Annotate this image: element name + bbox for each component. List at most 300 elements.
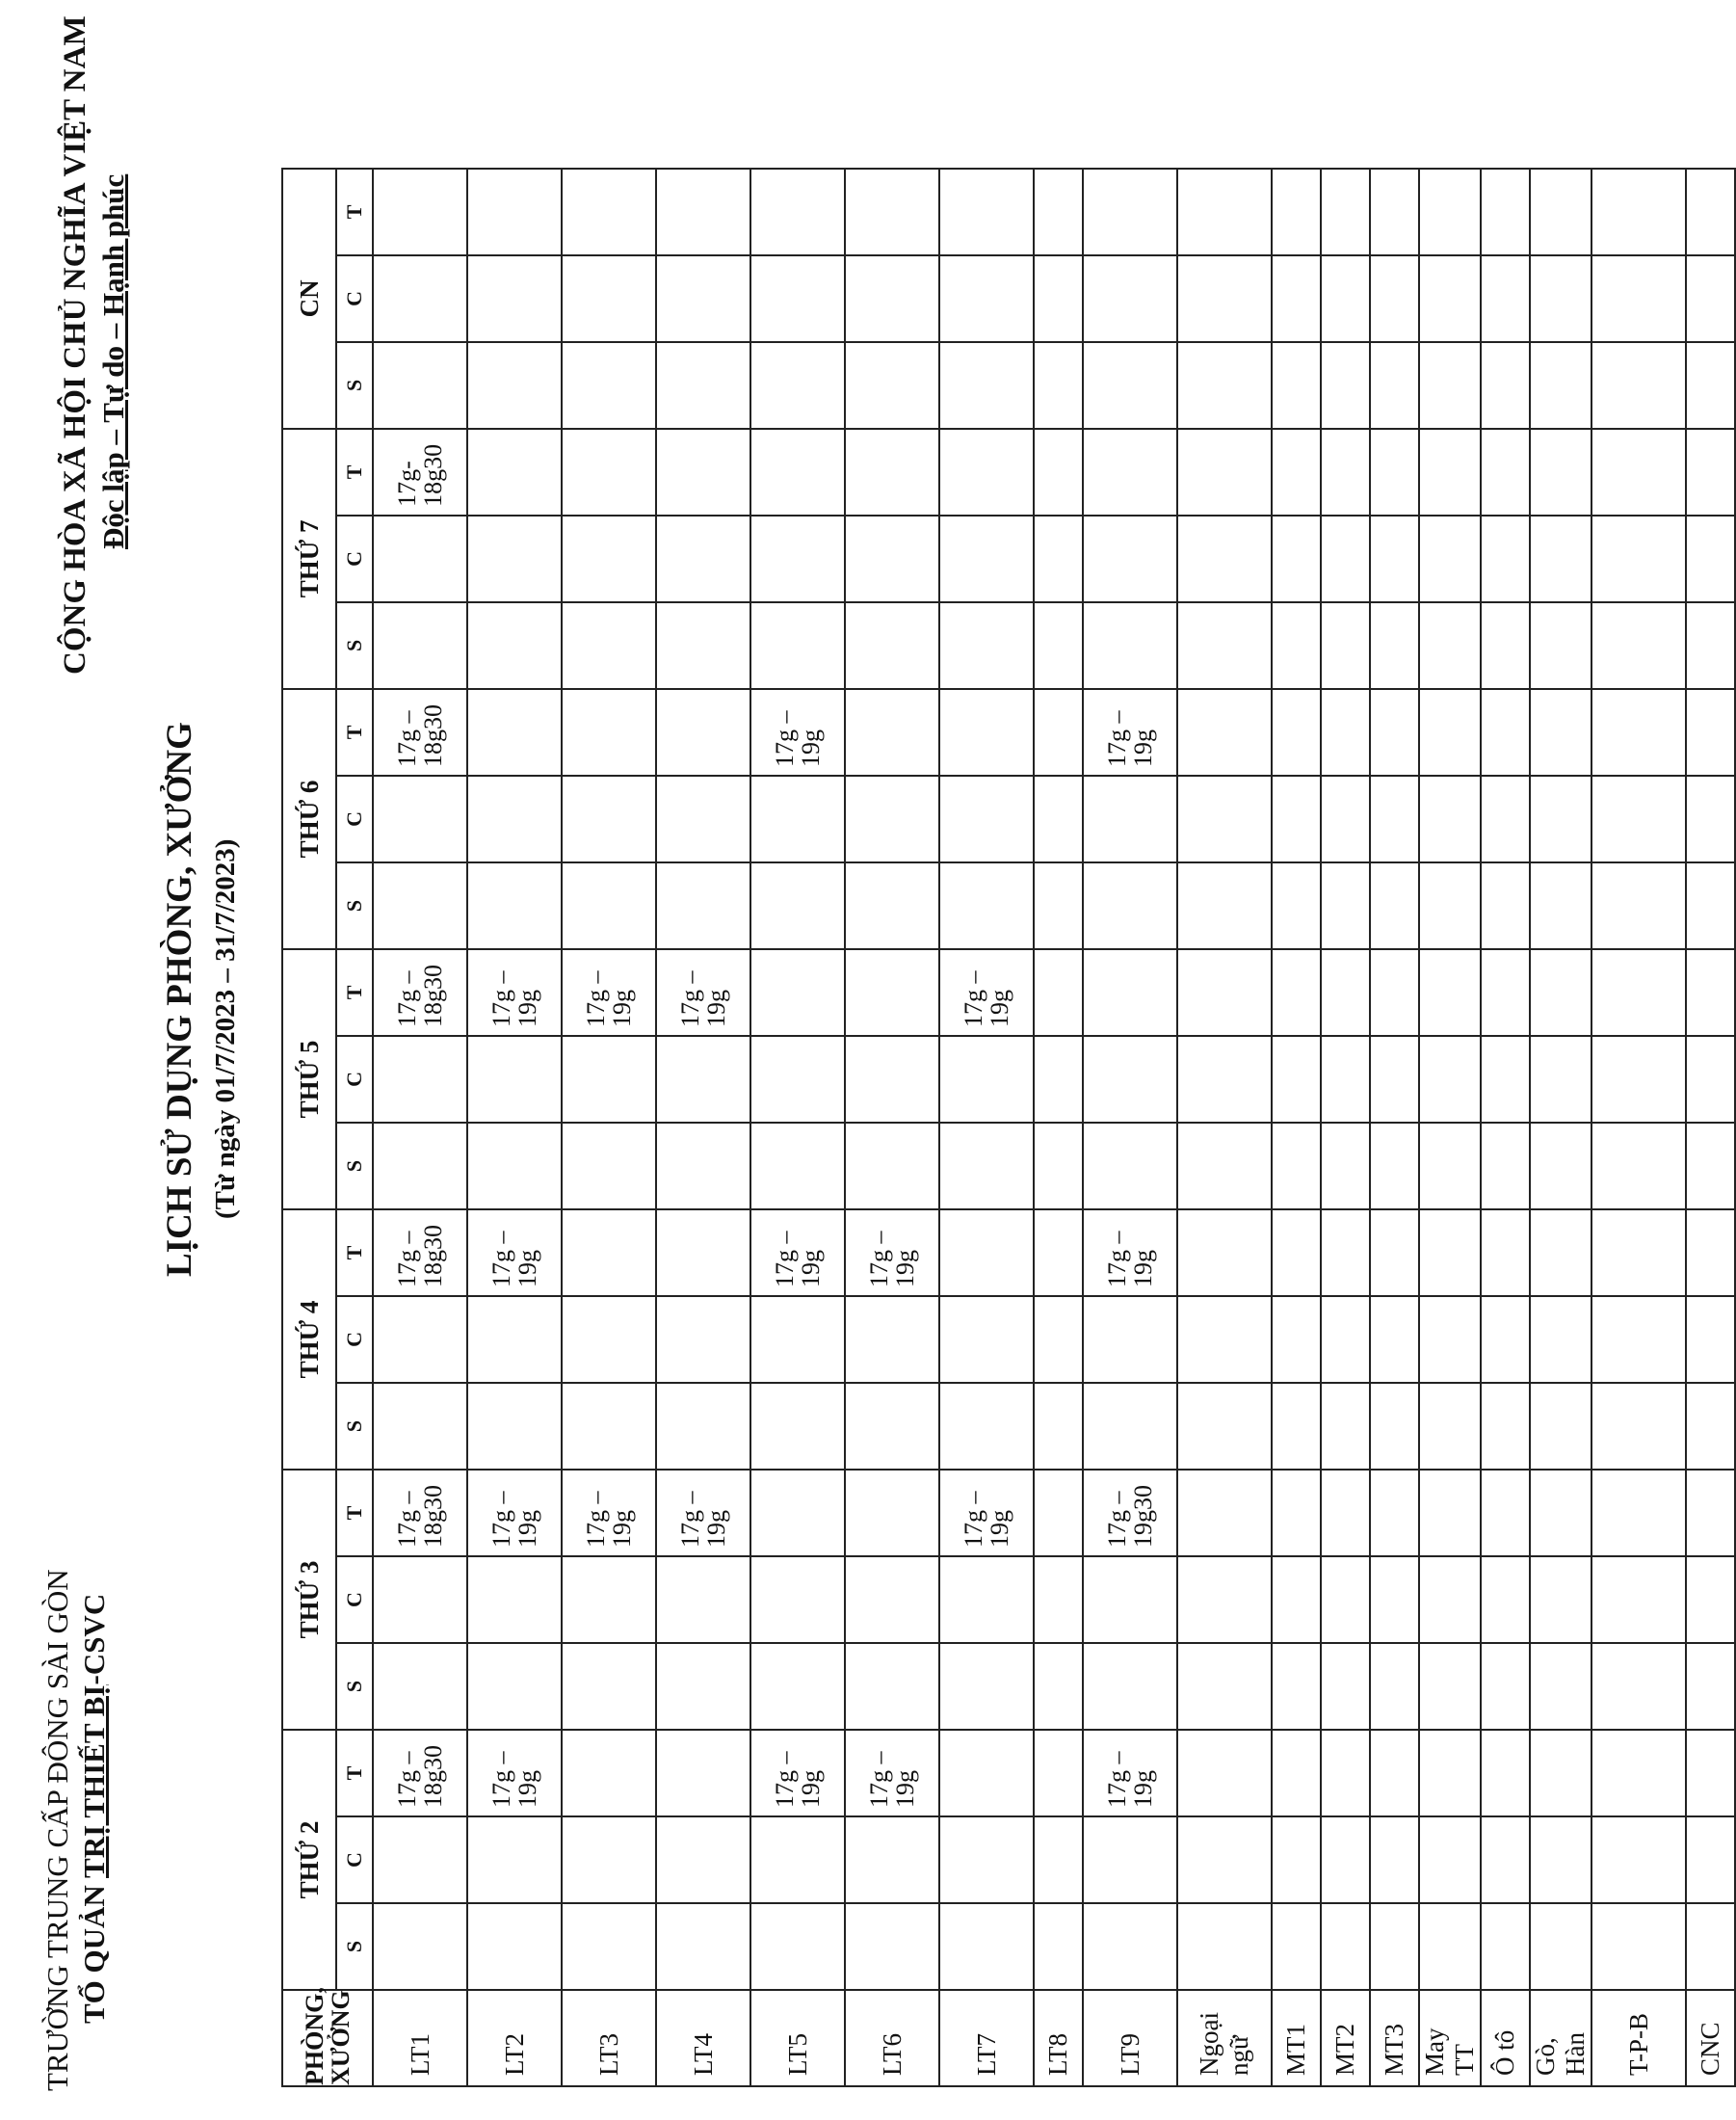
schedule-cell — [1591, 1643, 1686, 1730]
schedule-cell: 17g – 19g — [562, 1470, 656, 1556]
schedule-cell — [562, 1730, 656, 1816]
room-name: MT2 — [1321, 1990, 1370, 2086]
table-row — [562, 169, 656, 2086]
shift-header: T — [336, 689, 373, 776]
shift-header: S — [336, 602, 373, 689]
shift-header: T — [336, 949, 373, 1036]
room-name: Ô tô — [1481, 1990, 1530, 2086]
schedule-cell: 17g – 18g30 — [373, 1470, 467, 1556]
schedule-cell: 17g – 18g30 — [373, 1209, 467, 1296]
school-name: TRƯỜNG TRUNG CẤP ĐÔNG SÀI GÒN — [40, 1569, 74, 2091]
schedule-cell — [1591, 1556, 1686, 1643]
schedule-cell — [1083, 1036, 1177, 1123]
schedule-cell — [1591, 1903, 1686, 1990]
schedule-cell — [1419, 169, 1481, 255]
schedule-cell — [562, 1296, 656, 1383]
schedule-cell — [1034, 1036, 1083, 1123]
schedule-cell — [1591, 342, 1686, 429]
schedule-cell: 17g – 19g — [845, 1730, 939, 1816]
schedule-cell — [1370, 1556, 1419, 1643]
schedule-cell — [1481, 1903, 1530, 1990]
schedule-cell — [1686, 1383, 1735, 1470]
schedule-cell — [1530, 602, 1591, 689]
table-row — [1034, 169, 1083, 2086]
schedule-cell — [1419, 1383, 1481, 1470]
schedule-cell — [845, 1123, 939, 1209]
schedule-cell — [656, 516, 750, 602]
schedule-cell — [562, 689, 656, 776]
schedule-cell — [1370, 1903, 1419, 1990]
schedule-cell — [1272, 1036, 1321, 1123]
schedule-cell — [656, 1383, 750, 1470]
schedule-cell — [1686, 602, 1735, 689]
schedule-cell — [1481, 342, 1530, 429]
schedule-cell — [562, 602, 656, 689]
schedule-cell — [939, 1643, 1034, 1730]
schedule-cell — [1083, 1383, 1177, 1470]
schedule-cell — [1083, 1816, 1177, 1903]
table-row — [1686, 169, 1735, 2086]
schedule-cell: 17g – 19g — [1083, 1730, 1177, 1816]
schedule-cell — [845, 949, 939, 1036]
room-name: Ngoại ngữ — [1177, 1990, 1272, 2086]
schedule-cell — [1272, 1903, 1321, 1990]
schedule-cell — [750, 516, 845, 602]
schedule-cell — [562, 255, 656, 342]
schedule-cell — [1419, 602, 1481, 689]
schedule-cell — [1686, 1123, 1735, 1209]
schedule-cell — [1177, 1123, 1272, 1209]
schedule-cell — [1481, 1556, 1530, 1643]
schedule-cell — [1530, 1383, 1591, 1470]
schedule-cell — [562, 1903, 656, 1990]
schedule-cell — [1177, 776, 1272, 862]
department-suffix: -CSVC — [77, 1593, 111, 1685]
schedule-cell — [1321, 1556, 1370, 1643]
table-row — [1370, 169, 1419, 2086]
schedule-cell: 17g – 19g — [750, 1209, 845, 1296]
schedule-cell — [1419, 1903, 1481, 1990]
department-name — [77, 1594, 112, 2024]
schedule-cell — [1530, 689, 1591, 776]
schedule-cell — [1530, 1556, 1591, 1643]
schedule-cell: 17g – 19g — [1083, 1209, 1177, 1296]
schedule-cell — [1370, 255, 1419, 342]
schedule-cell — [1370, 602, 1419, 689]
department-prefix: TỔ QUẢN — [77, 1877, 111, 2024]
schedule-cell — [1419, 1296, 1481, 1383]
schedule-cell — [1177, 689, 1272, 776]
schedule-cell — [1321, 1209, 1370, 1296]
schedule-cell — [1370, 1123, 1419, 1209]
schedule-cell — [1321, 776, 1370, 862]
schedule-cell — [1686, 1816, 1735, 1903]
schedule-cell — [656, 1209, 750, 1296]
schedule-cell — [1321, 1903, 1370, 1990]
schedule-cell — [1591, 255, 1686, 342]
schedule-cell — [939, 1209, 1034, 1296]
schedule-cell — [1034, 1556, 1083, 1643]
schedule-cell — [1177, 1470, 1272, 1556]
shift-header: S — [336, 1383, 373, 1470]
schedule-cell — [1034, 1296, 1083, 1383]
schedule-cell — [1530, 1296, 1591, 1383]
schedule-cell — [656, 1556, 750, 1643]
schedule-cell — [1370, 1296, 1419, 1383]
schedule-cell — [1272, 949, 1321, 1036]
schedule-cell — [373, 255, 467, 342]
schedule-cell — [1177, 949, 1272, 1036]
document-subtitle: (Từ ngày 01/7/2023 – 31/7/2023) — [210, 838, 241, 1219]
document-title: LỊCH SỬ DỤNG PHÒNG, XƯỞNG — [160, 722, 199, 1277]
day-header: THỨ 3 — [282, 1470, 336, 1730]
schedule-cell — [939, 1730, 1034, 1816]
schedule-cell — [1370, 689, 1419, 776]
room-name: LT6 — [845, 1990, 939, 2086]
schedule-cell — [562, 1383, 656, 1470]
schedule-cell — [656, 689, 750, 776]
shift-header: C — [336, 1556, 373, 1643]
schedule-cell — [939, 689, 1034, 776]
schedule-cell — [750, 1903, 845, 1990]
schedule-cell — [562, 1556, 656, 1643]
schedule-cell — [562, 1036, 656, 1123]
schedule-cell — [467, 1296, 562, 1383]
schedule-cell — [1321, 689, 1370, 776]
schedule-cell — [845, 342, 939, 429]
schedule-cell — [1686, 1209, 1735, 1296]
schedule-cell — [1321, 516, 1370, 602]
schedule-cell — [1177, 1730, 1272, 1816]
schedule-cell — [656, 602, 750, 689]
schedule-cell — [1177, 169, 1272, 255]
schedule-cell — [1530, 1730, 1591, 1816]
schedule-cell — [373, 776, 467, 862]
schedule-cell — [1177, 1296, 1272, 1383]
shift-header: S — [336, 342, 373, 429]
room-name: May TT — [1419, 1990, 1481, 2086]
schedule-cell — [1083, 862, 1177, 949]
schedule-cell: 17g – 19g — [845, 1209, 939, 1296]
shift-header: T — [336, 1470, 373, 1556]
schedule-cell — [1481, 1296, 1530, 1383]
schedule-cell — [1419, 429, 1481, 516]
schedule-cell — [939, 1123, 1034, 1209]
schedule-cell — [1481, 516, 1530, 602]
schedule-cell — [1177, 1903, 1272, 1990]
schedule-cell — [750, 1383, 845, 1470]
schedule-cell — [750, 429, 845, 516]
room-name: CNC — [1686, 1990, 1735, 2086]
schedule-cell — [845, 862, 939, 949]
schedule-cell — [939, 516, 1034, 602]
schedule-cell — [1272, 1123, 1321, 1209]
schedule-cell: 17g – 18g30 — [373, 949, 467, 1036]
schedule-cell — [1591, 1383, 1686, 1470]
day-header: THỨ 5 — [282, 949, 336, 1209]
schedule-cell — [1686, 1296, 1735, 1383]
schedule-cell — [1591, 516, 1686, 602]
table-row — [1481, 169, 1530, 2086]
schedule-cell — [467, 689, 562, 776]
schedule-cell — [1321, 1383, 1370, 1470]
schedule-cell — [750, 1816, 845, 1903]
schedule-cell — [1034, 342, 1083, 429]
schedule-cell — [1083, 602, 1177, 689]
schedule-cell — [845, 1556, 939, 1643]
schedule-cell — [1370, 169, 1419, 255]
schedule-cell — [467, 776, 562, 862]
schedule-cell — [1321, 169, 1370, 255]
schedule-cell — [1034, 689, 1083, 776]
schedule-cell — [562, 429, 656, 516]
schedule-cell — [1530, 255, 1591, 342]
shift-header: T — [336, 1209, 373, 1296]
room-header-line-2: XƯỞNG — [327, 1990, 355, 2085]
schedule-cell — [656, 1036, 750, 1123]
schedule-cell — [1530, 1470, 1591, 1556]
schedule-cell — [1530, 1816, 1591, 1903]
schedule-cell — [1481, 169, 1530, 255]
schedule-cell — [1530, 516, 1591, 602]
schedule-cell — [1177, 342, 1272, 429]
shift-header: C — [336, 776, 373, 862]
schedule-cell — [1481, 1036, 1530, 1123]
shift-header: S — [336, 1903, 373, 1990]
schedule-cell — [750, 949, 845, 1036]
schedule-cell — [1321, 1816, 1370, 1903]
schedule-cell — [1591, 602, 1686, 689]
schedule-cell — [1481, 1730, 1530, 1816]
schedule-cell — [1686, 1470, 1735, 1556]
schedule-cell — [1272, 602, 1321, 689]
schedule-cell — [1370, 1209, 1419, 1296]
schedule-cell — [1686, 255, 1735, 342]
schedule-cell — [1272, 776, 1321, 862]
schedule-cell: 17g – 19g — [750, 689, 845, 776]
schedule-cell — [1272, 255, 1321, 342]
schedule-cell — [750, 1123, 845, 1209]
schedule-cell — [1530, 776, 1591, 862]
schedule-cell — [1370, 776, 1419, 862]
room-name: LT8 — [1034, 1990, 1083, 2086]
schedule-cell — [1321, 602, 1370, 689]
shift-header: S — [336, 862, 373, 949]
schedule-cell — [1481, 1123, 1530, 1209]
schedule-cell — [562, 1643, 656, 1730]
schedule-cell — [1419, 1036, 1481, 1123]
schedule-cell: 17g – 19g — [467, 1209, 562, 1296]
schedule-cell — [1083, 255, 1177, 342]
schedule-cell — [1321, 1643, 1370, 1730]
schedule-cell — [1177, 1816, 1272, 1903]
schedule-cell — [939, 1036, 1034, 1123]
schedule-cell — [1591, 1816, 1686, 1903]
schedule-cell — [939, 429, 1034, 516]
schedule-cell — [1481, 1643, 1530, 1730]
schedule-cell — [373, 1123, 467, 1209]
table-row — [1530, 169, 1591, 2086]
schedule-cell — [1370, 1470, 1419, 1556]
table-row — [1083, 169, 1177, 2086]
schedule-cell — [1419, 689, 1481, 776]
room-name: LT3 — [562, 1990, 656, 2086]
schedule-cell — [1321, 1036, 1370, 1123]
schedule-cell — [1591, 949, 1686, 1036]
schedule-cell — [1034, 602, 1083, 689]
department-underlined: TRỊ THIẾT BỊ — [77, 1684, 111, 1878]
schedule-cell — [1530, 429, 1591, 516]
schedule-cell — [1370, 342, 1419, 429]
room-name: LT9 — [1083, 1990, 1177, 2086]
schedule-cell — [467, 1123, 562, 1209]
schedule-cell — [939, 1383, 1034, 1470]
room-schedule-table — [281, 168, 1736, 2087]
schedule-cell — [373, 342, 467, 429]
schedule-cell — [562, 169, 656, 255]
room-name: Gò, Hàn — [1530, 1990, 1591, 2086]
schedule-cell — [1419, 862, 1481, 949]
schedule-cell: 17g – 19g — [562, 949, 656, 1036]
schedule-cell — [845, 169, 939, 255]
schedule-cell — [1419, 1556, 1481, 1643]
schedule-cell — [1419, 516, 1481, 602]
schedule-cell — [373, 169, 467, 255]
schedule-cell — [1481, 429, 1530, 516]
schedule-cell — [1530, 1036, 1591, 1123]
schedule-cell — [656, 169, 750, 255]
table-row — [750, 169, 845, 2086]
schedule-cell — [939, 1816, 1034, 1903]
shift-header: S — [336, 1123, 373, 1209]
schedule-cell — [1177, 429, 1272, 516]
schedule-cell — [750, 255, 845, 342]
schedule-cell — [1177, 602, 1272, 689]
room-column-header — [282, 1987, 373, 2086]
schedule-cell — [467, 1643, 562, 1730]
schedule-cell — [1530, 1209, 1591, 1296]
table-row — [1177, 169, 1272, 2086]
shift-header: T — [336, 1730, 373, 1816]
schedule-cell — [656, 776, 750, 862]
schedule-cell — [656, 1123, 750, 1209]
schedule-cell — [1370, 516, 1419, 602]
schedule-cell — [750, 1296, 845, 1383]
schedule-cell — [373, 1903, 467, 1990]
room-name: T-P-B — [1591, 1990, 1686, 2086]
schedule-cell — [1686, 1036, 1735, 1123]
schedule-cell — [1177, 1556, 1272, 1643]
shift-header: T — [336, 169, 373, 255]
shift-header: C — [336, 1816, 373, 1903]
schedule-cell — [750, 342, 845, 429]
table-row — [467, 169, 562, 2086]
schedule-cell — [1083, 776, 1177, 862]
schedule-cell — [656, 429, 750, 516]
schedule-cell — [373, 862, 467, 949]
day-header: THỨ 7 — [282, 429, 336, 689]
schedule-cell — [1530, 862, 1591, 949]
schedule-cell — [1591, 1296, 1686, 1383]
schedule-cell: 17g – 19g — [750, 1730, 845, 1816]
table-row — [1591, 169, 1686, 2086]
room-name: MT3 — [1370, 1990, 1419, 2086]
schedule-cell — [1370, 1036, 1419, 1123]
schedule-cell — [467, 169, 562, 255]
schedule-cell: 17g – 19g — [467, 1730, 562, 1816]
schedule-cell — [1272, 1470, 1321, 1556]
schedule-cell — [1272, 862, 1321, 949]
schedule-cell — [1083, 1296, 1177, 1383]
table-row — [845, 169, 939, 2086]
shift-header: C — [336, 516, 373, 602]
schedule-cell — [562, 1123, 656, 1209]
schedule-cell — [845, 1470, 939, 1556]
schedule-cell — [845, 516, 939, 602]
schedule-cell — [373, 1556, 467, 1643]
schedule-cell — [467, 862, 562, 949]
schedule-cell — [845, 776, 939, 862]
schedule-cell — [1321, 429, 1370, 516]
schedule-cell — [750, 602, 845, 689]
schedule-cell — [1272, 169, 1321, 255]
schedule-cell — [1083, 1556, 1177, 1643]
schedule-cell — [1481, 949, 1530, 1036]
schedule-cell: 17g – 19g — [1083, 689, 1177, 776]
schedule-cell — [656, 1816, 750, 1903]
room-name: LT7 — [939, 1990, 1034, 2086]
schedule-cell — [373, 1383, 467, 1470]
schedule-cell — [467, 516, 562, 602]
schedule-cell: 17g – 18g30 — [373, 1730, 467, 1816]
schedule-cell — [750, 169, 845, 255]
schedule-cell — [1419, 1643, 1481, 1730]
schedule-cell — [562, 776, 656, 862]
schedule-cell — [373, 1296, 467, 1383]
schedule-cell — [467, 342, 562, 429]
schedule-cell — [1686, 862, 1735, 949]
schedule-cell: 17g – 18g30 — [373, 689, 467, 776]
schedule-cell — [750, 776, 845, 862]
schedule-cell — [1083, 1123, 1177, 1209]
schedule-cell — [1370, 429, 1419, 516]
schedule-cell — [845, 602, 939, 689]
schedule-cell — [1591, 1209, 1686, 1296]
schedule-cell — [1034, 1816, 1083, 1903]
schedule-cell — [1370, 949, 1419, 1036]
schedule-cell — [656, 1296, 750, 1383]
schedule-cell — [1481, 862, 1530, 949]
schedule-cell — [845, 1816, 939, 1903]
schedule-cell — [1419, 1470, 1481, 1556]
schedule-cell — [1083, 342, 1177, 429]
schedule-cell — [562, 516, 656, 602]
schedule-cell — [373, 602, 467, 689]
schedule-cell — [1686, 689, 1735, 776]
table-row — [1272, 169, 1321, 2086]
schedule-cell — [1686, 169, 1735, 255]
schedule-cell — [1177, 1383, 1272, 1470]
schedule-cell — [1591, 1470, 1686, 1556]
schedule-cell — [1370, 1643, 1419, 1730]
shift-header-row — [336, 169, 373, 2086]
shift-header: C — [336, 255, 373, 342]
national-motto: Độc lập – Tự do – Hạnh phúc — [96, 173, 130, 549]
schedule-cell — [1083, 516, 1177, 602]
schedule-cell — [750, 1036, 845, 1123]
schedule-cell — [1591, 862, 1686, 949]
schedule-cell — [656, 255, 750, 342]
